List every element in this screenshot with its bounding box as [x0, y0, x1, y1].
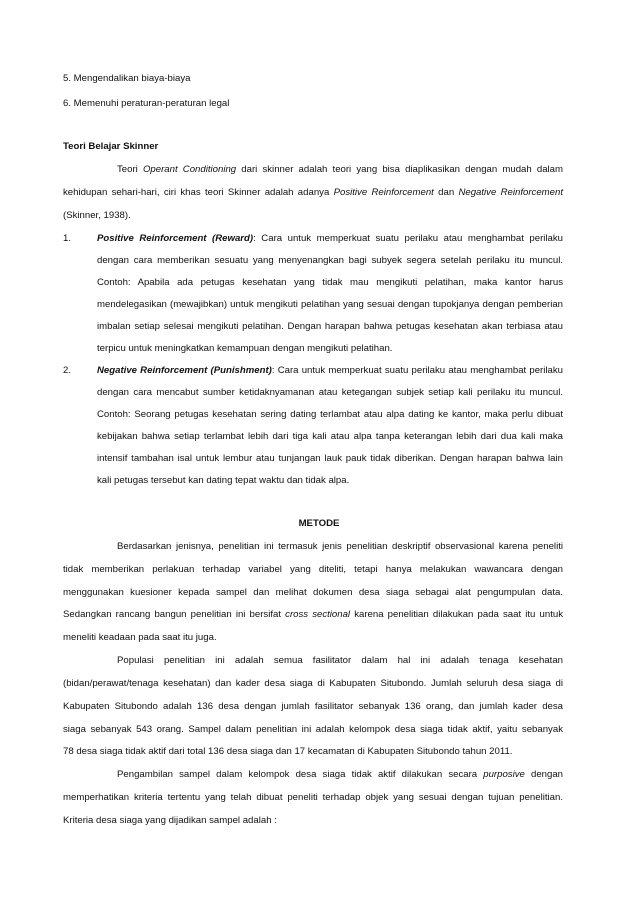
metode-p1-line-4: Sedangkan rancang bangun penelitian ini bersifat cross sectional karena penelitian dilakukan pada saat itu untuk — [63, 609, 563, 620]
metode-p1-line-3: menggunakan kuesioner kepada sampel dan melihat dokumen desa siaga sebagai alat pengumpulan data. — [63, 587, 563, 598]
item1-line-2: dengan cara memberikan sesuatu yang menyenangkan bagi subyek segera setelah perilaku itu muncul. — [97, 255, 563, 266]
skinner-paragraph-line-3: (Skinner, 1938). — [63, 210, 131, 221]
item2-line-1: Negative Reinforcement (Punishment): Cara untuk memperkuat suatu perilaku atau menghambat perilaku — [97, 365, 563, 376]
metode-p1-line-1: Berdasarkan jenisnya, penelitian ini termasuk jenis penelitian deskriptif observasional karena peneliti — [117, 541, 563, 552]
section-heading-skinner: Teori Belajar Skinner — [63, 141, 159, 152]
item1-line-6: terpicu untuk meningkatkan kemampuan dengan mengikuti pelatihan. — [97, 343, 393, 354]
section-heading-metode: METODE — [298, 518, 340, 529]
metode-p3-line-2: memperhatikan kriteria tertentu yang telah dibuat peneliti terhadap objek yang sesuai dengan tujuan penelitian. — [63, 792, 563, 803]
metode-p1-line-5: meneliti keadaan pada saat itu juga. — [63, 632, 217, 643]
item2-line-3: Contoh: Seorang petugas kesehatan sering dating terlambat atau alpa dating ke kantor, maka perlu dibuat — [97, 409, 563, 420]
metode-p2-line-4: siaga sebanyak 543 orang. Sampel dalam penelitian ini adalah kelompok desa siaga tidak aktif, yaitu sebanyak — [63, 724, 563, 735]
item2-line-6: kali petugas tersebut kan dating tepat waktu dan tidak alpa. — [97, 475, 350, 486]
item2-line-2: dengan cara mencabut sumber ketidaknyamanan atau ketegangan subjek setiap kali perilaku itu muncul. — [97, 387, 563, 398]
metode-p3-line-1: Pengambilan sampel dalam kelompok desa siaga tidak aktif dilakukan secara purposive dengan — [117, 769, 563, 780]
metode-p2-line-1: Populasi penelitian ini adalah semua fasilitator dalam hal ini adalah tenaga kesehatan — [117, 655, 563, 666]
metode-p2-line-3: Kabupaten Situbondo adalah 136 desa dengan jumlah fasilitator sebanyak 136 orang, dan jumlah kader desa — [63, 701, 563, 712]
metode-p2-line-2: (bidan/perawat/tenaga kesehatan) dan kader desa siaga di Kabupaten Situbondo. Jumlah seluruh desa siaga di — [63, 678, 563, 689]
item2-line-5: intensif tambahan isal untuk lembur atau tunjangan lauk pauk tidak diberikan. Dengan harapan bahwa lain — [97, 453, 563, 464]
item1-line-3: Contoh: Apabila ada petugas kesehatan yang tidak mau mengikuti pelatihan, maka kantor harus — [97, 277, 563, 288]
list-number-2: 2. — [63, 365, 72, 376]
item2-line-4: kebijakan bahwa setiap terlambat lebih dari tiga kali atau alpa tanpa keterangan lebih dari dua kali maka — [97, 431, 563, 442]
list-number-1: 1. — [63, 233, 72, 244]
list-item-5: 5. Mengendalikan biaya-biaya — [63, 73, 191, 84]
item1-line-5: imbalan setiap selesai mengikuti pelatihan. Dengan harapan bahwa petugas kesehatan akan terbiasa atau — [97, 321, 563, 332]
metode-p3-line-3: Kriteria desa siaga yang dijadikan sampel adalah : — [63, 815, 277, 826]
skinner-paragraph-line-1: Teori Operant Conditioning dari skinner adalah teori yang bisa diaplikasikan dengan mudah dalam — [117, 164, 563, 175]
metode-p2-line-5: 78 desa siaga tidak aktif dari total 136 desa siaga dan 17 kecamatan di Kabupaten Situbondo tahun 2011. — [63, 746, 513, 757]
skinner-paragraph-line-2: kehidupan sehari-hari, ciri khas teori Skinner adalah adanya Positive Reinforcement dan Negative Reinforcement — [63, 187, 563, 198]
item1-line-1: Positive Reinforcement (Reward): Cara untuk memperkuat suatu perilaku atau menghambat perilaku — [97, 233, 563, 244]
metode-p1-line-2: tidak memberikan perlakuan terhadap variabel yang diteliti, tetapi hanya melakukan wawancara dengan — [63, 564, 563, 575]
list-item-6: 6. Memenuhi peraturan-peraturan legal — [63, 98, 230, 109]
item1-line-4: mendelegasikan (mewajibkan) untuk mengikuti pelatihan yang sesuai dengan tupokjanya dengan pemberian — [97, 299, 563, 310]
